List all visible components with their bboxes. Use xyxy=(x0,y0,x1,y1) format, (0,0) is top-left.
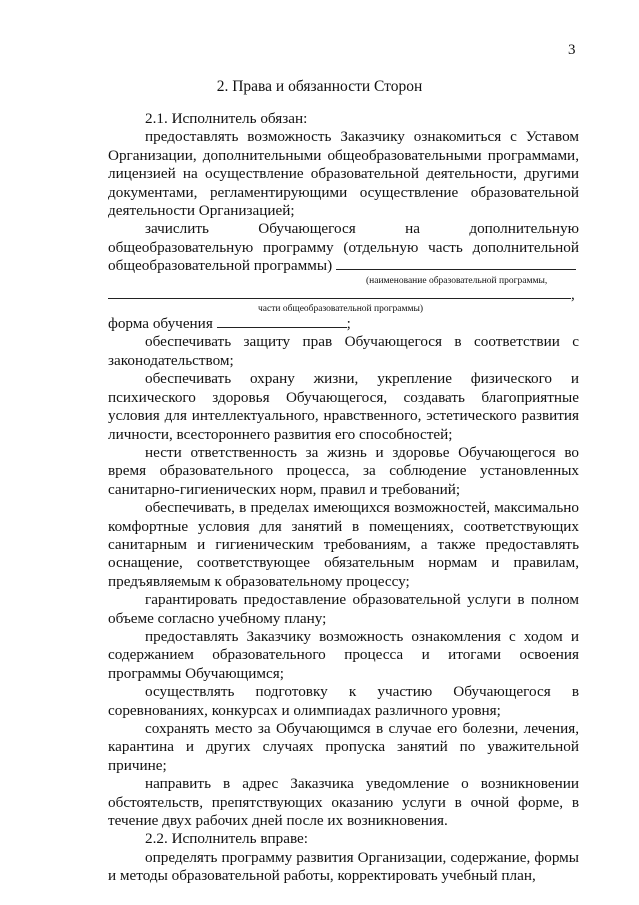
paragraph-prepare: осуществлять подготовку к участию Обучающегося в соревнованиях, конкурсах и олимпиадах различного уровня; xyxy=(108,683,579,719)
form-label: форма обучения xyxy=(108,315,213,333)
paragraph-responsibility: нести ответственность за жизнь и здоровье Обучающегося во время образовательного процесса, за соблюдение установленных санитарно-гигиенических норм, правил и требований; xyxy=(108,443,579,498)
enroll-line-2: общеобразовательную программу (отдельную часть дополнительной xyxy=(108,238,579,256)
paragraph-define: определять программу развития Организации, содержание, формы и методы образовательной работы, корректировать учебный план, xyxy=(108,848,579,885)
trailing-comma: , xyxy=(571,285,575,303)
paragraph-familiarize: предоставлять возможность Заказчику ознакомиться с Уставом Организации, дополнительными общеобразовательными программами, лицензией на осуществление образовательной деятельности, другими документами, регламентирующими осуществление образовательной деятельности Организацией; xyxy=(108,128,579,220)
document-body xyxy=(108,110,579,886)
enroll-word-4: дополнительную xyxy=(469,220,579,238)
section-title: 2. Права и обязанности Сторон xyxy=(216,78,423,95)
enroll-block xyxy=(108,220,579,333)
paragraph-keep-place: сохранять место за Обучающимся в случае его болезни, лечения, карантина и других случаях пропуска занятий по уважительной причине; xyxy=(108,720,579,774)
paragraph-notify: направить в адрес Заказчика уведомление о возникновении обстоятельств, препятствующих оказанию услуги в очной форме, в течение двух рабочих дней после их возникновения. xyxy=(108,775,579,830)
paragraph-health: обеспечивать охрану жизни, укрепление физического и психического здоровья Обучающегося, создавать благоприятные условия для интеллектуального, нравственного, эстетического развития личности, всестороннего развития его способностей; xyxy=(108,370,579,443)
caption-program-name: (наименование образовательной программы, xyxy=(366,275,548,286)
page-number: 3 xyxy=(568,42,576,58)
form-semicolon: ; xyxy=(346,315,351,333)
enroll-word-2: Обучающегося xyxy=(258,220,356,238)
enroll-word-1: зачислить xyxy=(145,220,209,238)
program-part-blank[interactable] xyxy=(108,286,571,299)
clause-2-2-heading: 2.2. Исполнитель вправе: xyxy=(145,830,308,848)
program-name-blank[interactable] xyxy=(336,257,576,270)
clause-2-1-heading: 2.1. Исполнитель обязан: xyxy=(145,110,308,127)
caption-program-part: части общеобразовательной программы) xyxy=(258,304,424,315)
enroll-word-3: на xyxy=(405,220,420,238)
paragraph-info: предоставлять Заказчику возможность ознакомления с ходом и содержанием образовательного процесса и итогами освоения программы Обучающимся; xyxy=(108,627,579,682)
paragraph-guarantee: гарантировать предоставление образовательной услуги в полном объеме согласно учебному плану; xyxy=(108,591,579,627)
form-blank[interactable] xyxy=(217,315,347,328)
paragraph-protect: обеспечивать защиту прав Обучающегося в соответствии с законодательством; xyxy=(108,333,579,369)
paragraph-comfort: обеспечивать, в пределах имеющихся возможностей, максимально комфортные условия для занятий в помещениях, соответствующих санитарным и гигиеническим требованиям, а также предоставлять оснащение, соответствующее обязательным нормам и правилам, предъявляемым к образовательному процессу; xyxy=(108,499,579,590)
enroll-line-3: общеобразовательной программы) xyxy=(108,257,333,275)
